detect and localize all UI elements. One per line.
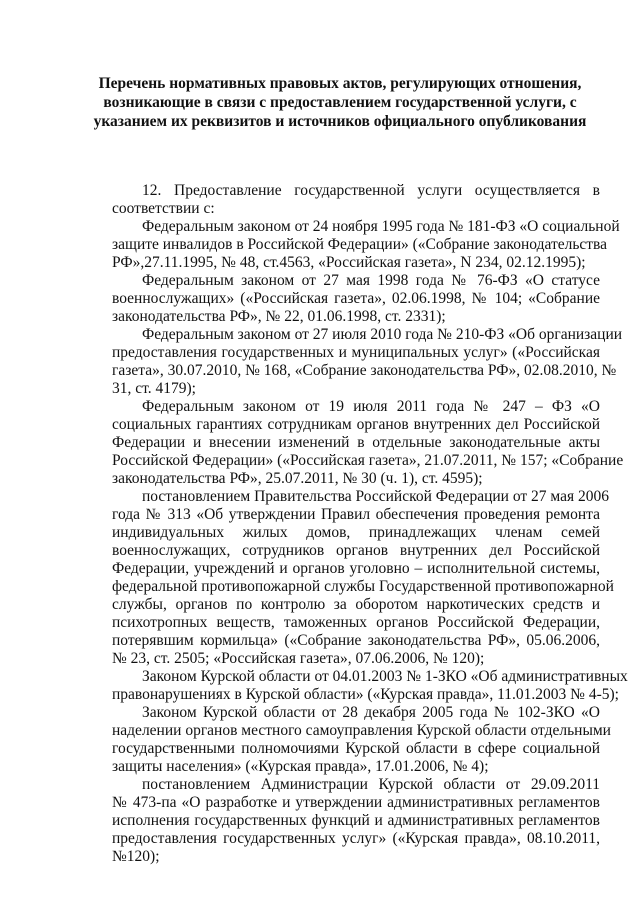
paragraph-line: года № 313 «Об утверждении Правил обеспечения проведения ремонта [112,506,600,523]
paragraph-line: защиты населения» («Курская правда», 17.01.2006, № 4); [112,758,489,775]
paragraph-line: потерявшим кормильца» («Собрание законодательства РФ», 05.06.2006, [112,632,600,649]
paragraph [112,326,623,398]
paragraph-line: № 23, ст. 2505; «Российская газета», 07.06.2006, № 120); [112,650,485,667]
paragraph-line: исполнения государственных функций и административных регламентов [112,812,600,829]
paragraph-line: законодательства РФ», № 22, 01.06.1998, ст. 2331); [112,308,446,325]
paragraph-line: Законом Курской области от 28 декабря 2005 года № 102-ЗКО «О [142,704,600,721]
paragraph-line: государственными полномочиями Курской области в сфере социальной [112,740,600,757]
paragraph-line: индивидуальных жилых домов, принадлежащих членам семей [112,524,600,541]
paragraph-line: военнослужащих» («Российская газета», 02.06.1998, № 104; «Собрание [112,290,600,307]
paragraph [112,218,620,272]
paragraph [112,182,600,218]
paragraph-line: федеральной противопожарной службы Государственной противопожарной [112,578,614,595]
paragraph-line: наделении органов местного самоуправления Курской области отдельными [112,722,611,739]
paragraph-line: Федеральным законом от 27 мая 1998 года № 76-ФЗ «О статусе [142,272,600,289]
paragraph-line: соответствии с: [112,200,215,217]
paragraph-line: 12. Предоставление государственной услуги осуществляется в [142,182,600,199]
heading-line: возникающие в связи с предоставлением государственной услуги, с [103,94,577,111]
paragraph [112,776,600,866]
paragraph-line: постановлением Правительства Российской Федерации от 27 мая 2006 [142,488,609,505]
paragraph [112,272,600,326]
paragraph-line: газета», 30.07.2010, № 168, «Собрание законодательства РФ», 02.08.2010, № [112,362,617,379]
paragraph [112,668,628,704]
paragraph-line: предоставления государственных и муниципальных услуг» («Российская [112,344,600,361]
paragraph-line: законодательства РФ», 25.07.2011, № 30 (ч. 1), ст. 4595); [112,470,483,487]
paragraph-line: Федерации, учреждений и органов уголовно – исполнительной системы, [112,560,600,577]
paragraph-line: 31, ст. 4179); [112,380,196,397]
paragraph [112,398,624,488]
paragraph-line: Федеральным законом от 24 ноября 1995 года № 181-ФЗ «О социальной [142,218,620,235]
paragraph-line: постановлением Администрации Курской области от 29.09.2011 [142,776,600,793]
paragraph-line: защите инвалидов в Российской Федерации» («Собрание законодательства [112,236,608,253]
paragraph [112,704,611,776]
paragraph-line: Федеральным законом от 19 июля 2011 года № 247 – ФЗ «О [142,398,600,415]
paragraph-line: правонарушениях в Курской области» («Курская правда», 11.01.2003 № 4-5); [112,686,619,703]
heading-line: Перечень нормативных правовых актов, регулирующих отношения, [98,75,582,92]
heading-line: указанием их реквизитов и источников официального опубликования [93,113,587,130]
paragraph-line: психотропных веществ, таможенных органов Российской Федерации, [112,614,600,631]
paragraph-line: службы, органов по контролю за оборотом наркотических средств и [112,596,600,613]
paragraph-line: предоставления государственных услуг» («Курская правда», 08.10.2011, [112,830,600,847]
paragraph-line: № 473-па «О разработке и утверждении административных регламентов [112,794,600,811]
document-body [112,182,628,866]
paragraph-line: военнослужащих, сотрудников органов внутренних дел Российской [112,542,600,559]
paragraph-line: Федерации и внесении изменений в отдельные законодательные акты [112,434,600,451]
paragraph-line: Российской Федерации» («Российская газета», 21.07.2011, № 157; «Собрание [112,452,624,469]
paragraph [112,488,614,668]
paragraph-line: Федеральным законом от 27 июля 2010 года № 210-ФЗ «Об организации [142,326,623,343]
paragraph-line: социальных гарантиях сотрудникам органов внутренних дел Российской [112,416,600,433]
paragraph-line: РФ»,27.11.1995, № 48, ст.4563, «Российская газета», N 234, 02.12.1995); [112,254,586,271]
paragraph-line: Законом Курской области от 04.01.2003 № 1-ЗКО «Об административных [142,668,628,685]
paragraph-line: №120); [112,848,160,865]
document-heading [60,74,620,131]
